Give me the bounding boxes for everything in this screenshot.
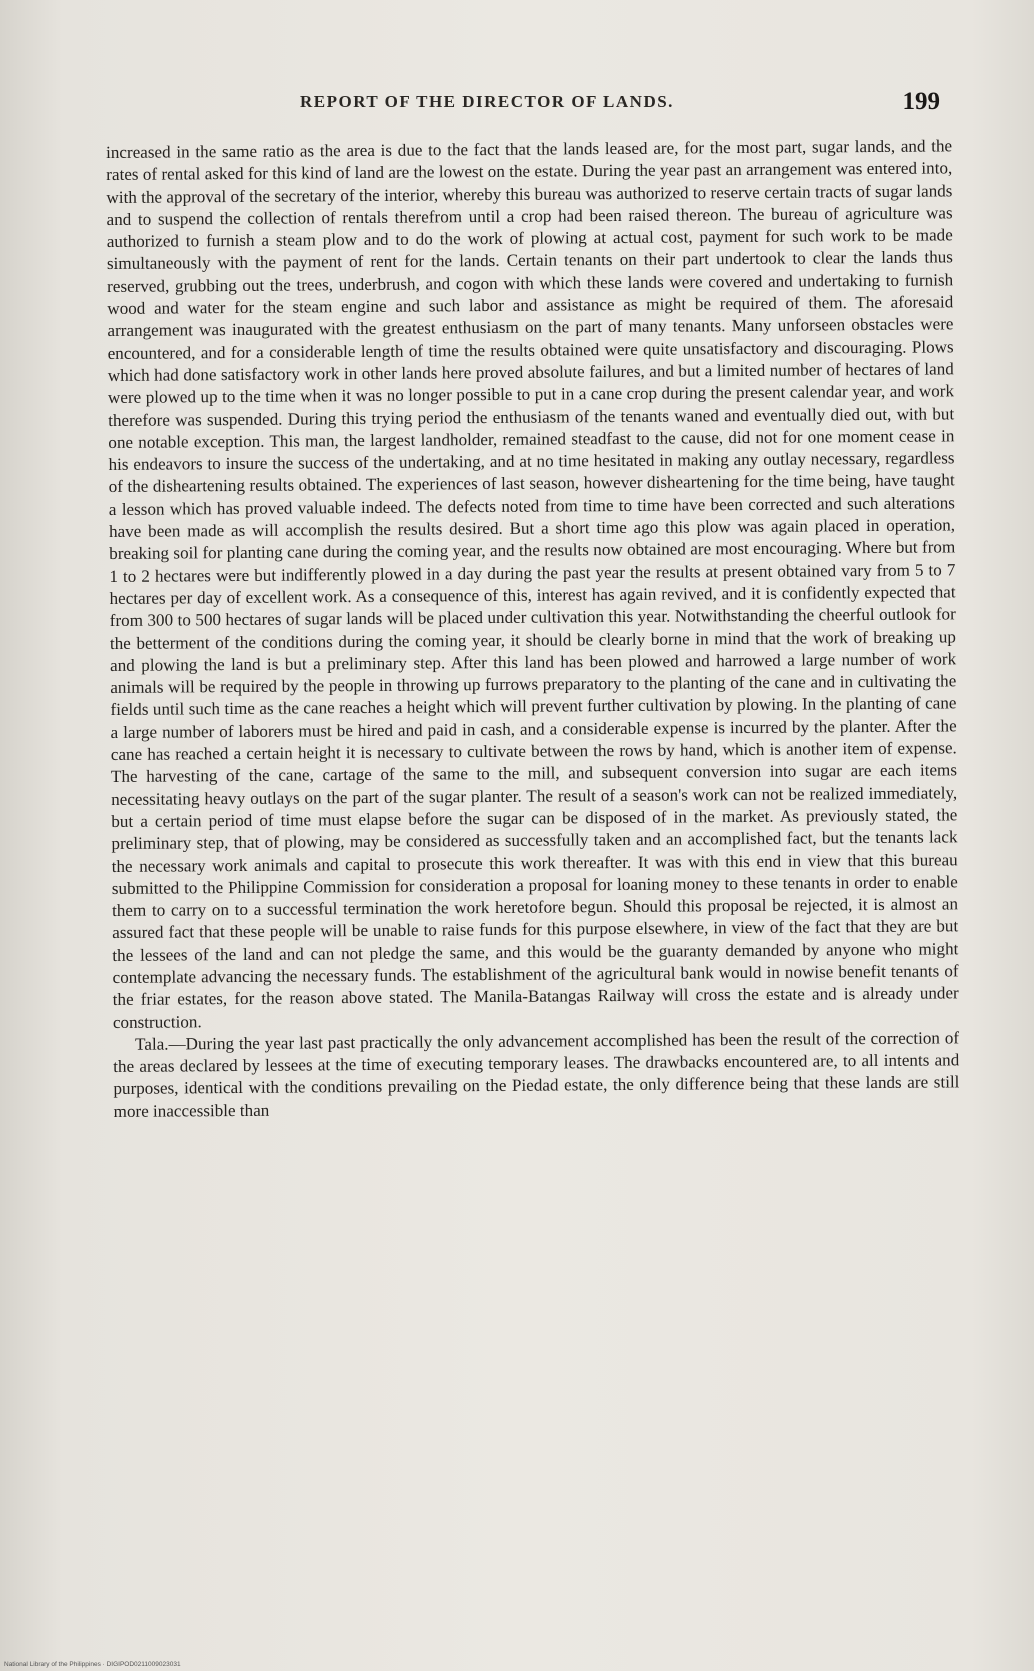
paragraph-tala: Tala.—During the year last past practically the only advancement accomplished has been the result of the correction of the areas declared by lessees at the time of executing temporary leases. The drawbacks encountered are, to all intents and purposes, identical with the conditions prevailing on the Piedad estate, the only difference being that these lands are still more inaccessible than — [113, 1028, 960, 1121]
page-number: 199 — [902, 88, 940, 115]
page-header — [300, 88, 940, 128]
paragraph-continued: increased in the same ratio as the area is due to the fact that the lands leased are, for the most part, sugar lands, and the rates of rental asked for this kind of land are the lowest on the estate. During the year past an arrangement was entered into, with the approval of the secretary of the interior, whereby this bureau was authorized to reserve certain tracts of sugar lands and to suspend the collection of rentals therefrom until a crop had been raised thereon. The bureau of agriculture was authorized to furnish a steam plow and to do the work of plowing at actual cost, payment for such work to be made simultaneously with the payment of rent for the lands. Certain tenants on their part undertook to clear the lands thus reserved, grubbing out the trees, underbrush, and cogon with which these lands were covered and undertaking to furnish wood and water for the steam engine and such labor and assistance as might be required of them. The aforesaid arrangement was inaugurated with the greatest enthusiasm on the part of many tenants. Many unforseen obstacles were encountered, and for a considerable length of time the results obtained were quite unsatisfactory and discouraging. Plows which had done satisfactory work in other lands here proved absolute failures, and but a limited number of hectares of land were plowed up to the time when it was no longer possible to put in a cane crop during the present calendar year, and work therefore was suspended. During this trying period the enthusiasm of the tenants waned and eventually died out, with but one notable exception. This man, the largest landholder, remained steadfast to the cause, did not for one moment cease in his endeavors to insure the success of the undertaking, and at no time hesitated in making any outlay necessary, regardless of the disheartening results obtained. The experiences of last season, however disheartening for the time being, have taught a lesson which has proved valuable indeed. The defects noted from time to time have been corrected and such alterations have been made as will accomplish the results desired. But a short time ago this plow was again placed in operation, breaking soil for planting cane during the coming year, and the results now obtained are most encouraging. Where but from 1 to 2 hectares were but indifferently plowed in a day during the past year the results at present obtained vary from 5 to 7 hectares per day of excellent work. As a consequence of this, interest has again revived, and it is confidently expected that from 300 to 500 hectares of sugar lands will be placed under cultivation this year. Notwithstanding the cheerful outlook for the betterment of the conditions during the coming year, it should be clearly borne in mind that the work of breaking up and plowing the land is but a preliminary step. After this land has been plowed and harrowed a large number of work animals will be required by the people in throwing up furrows preparatory to the planting of the cane and in cultivating the fields until such time as the cane reaches a height which will prevent further cultivation by plowing. In the planting of cane a large number of laborers must be hired and paid in cash, and a considerable expense is incurred by the planter. After the cane has reached a certain height it is necessary to cultivate between the rows by hand, which is another item of expense. The harvesting of the cane, cartage of the same to the mill, and subsequent conversion into sugar are each items necessitating heavy outlays on the part of the sugar planter. The result of a season's work can not be realized immediately, but a certain period of time must elapse before the sugar can be disposed of in the market. As previously stated, the preliminary step, that of plowing, may be considered as successfully taken and an accomplished fact, but the tenants lack the necessary work animals and capital to prosecute this work thereafter. It was with this end in view that this bureau submitted to the Philippine Commission for consideration a proposal for loaning money to these tenants in order to enable them to carry on to a successful termination the work heretofore begun. Should this proposal be rejected, it is almost an assured fact that these people will be unable to raise funds for this purpose elsewhere, in view of the fact that they are but the lessees of the land and can not pledge the same, and this would be the guaranty demanded by anyone who might contemplate advancing the necessary funds. The establishment of the agricultural bank would in nowise benefit tenants of the friar estates, for the reason above stated. The Manila-Batangas Railway will cross the estate and is already under construction. — [106, 136, 959, 1032]
running-head: REPORT OF THE DIRECTOR OF LANDS. — [300, 92, 674, 111]
body-text — [106, 135, 960, 1123]
scan-credit: National Library of the Philippines · DIGIPOD0211009023031 — [4, 1661, 181, 1668]
